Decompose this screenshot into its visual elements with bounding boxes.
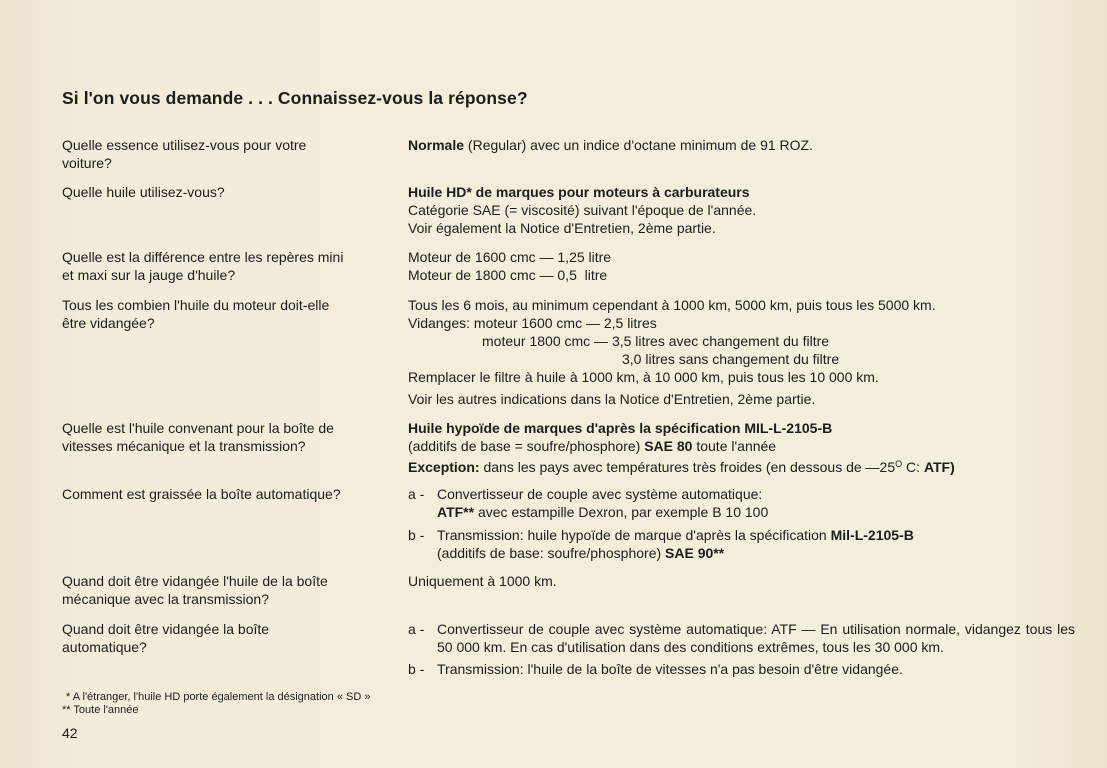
question-gearbox-oil: Quelle est l'huile convenant pour la boîte de vitesses mécanique et la transmission? <box>62 420 334 454</box>
list-item: a - Convertisseur de couple avec système automatique: ATF** avec estampille Dexron, par exemple B 10 100 <box>408 486 769 520</box>
answer-gearbox-drain: Uniquement à 1000 km. <box>408 573 557 589</box>
question-auto-lubrication: Comment est graissée la boîte automatique? <box>62 486 341 502</box>
list-item: b - Transmission: huile hypoïde de marque d'après la spécification Mil-L-2105-B (additifs de base: soufre/phosphore) SAE 90** <box>408 527 914 561</box>
answer-auto-lubrication <box>408 485 1078 562</box>
question-oil-change: Tous les combien l'huile du moteur doit-elle être vidangée? <box>62 297 330 331</box>
list-item: b - Transmission: l'huile de la boîte de vitesses n'a pas besoin d'être vidangée. <box>408 661 903 677</box>
answer-oil-change: Tous les 6 mois, au minimum cependant à 1000 km, 5000 km, puis tous les 5000 km. Vidanges: moteur 1600 cmc — 2,5 litres moteur 1800 cmc — 3,5 litres avec changement du filtre 3,0 litres sans changement du filtre Remplacer le filtre à huile à 1000 km, à 10 000 km, puis tous les 10 000 km. Voir les autres indications dans la Notice d'Entretien, 2ème partie. <box>408 297 936 407</box>
question-dipstick: Quelle est la différence entre les repères mini et maxi sur la jauge d'huile? <box>62 249 344 283</box>
answer-oil: Huile HD* de marques pour moteurs à carburateurs Catégorie SAE (= viscosité) suivant l'époque de l'année. Voir également la Notice d'Entretien, 2ème partie. <box>408 184 757 236</box>
answer-fuel: Normale (Regular) avec un indice d'octane minimum de 91 ROZ. <box>408 137 813 153</box>
question-auto-drain: Quand doit être vidangée la boîte automatique? <box>62 621 270 655</box>
question-gearbox-drain: Quand doit être vidangée l'huile de la boîte mécanique avec la transmission? <box>62 573 328 607</box>
question-fuel: Quelle essence utilisez-vous pour votre voiture? <box>62 137 307 171</box>
footnote-hd: * A l'étranger, l'huile HD porte également la désignation « SD » <box>66 691 371 703</box>
page-title: Si l'on vous demande . . . Connaissez-vous la réponse? <box>62 88 528 108</box>
question-oil: Quelle huile utilisez-vous? <box>62 184 225 200</box>
page-number: 42 <box>62 725 78 741</box>
answer-auto-drain <box>408 620 1075 678</box>
list-item: a - Convertisseur de couple avec système automatique: ATF — En utilisation normale, vidangez tous les 50 000 km. En cas d'utilisation dans des conditions extrêmes, tous les 30 000 km. <box>408 621 1075 655</box>
footnote-year: ** Toute l'année <box>62 704 139 716</box>
answer-dipstick: Moteur de 1600 cmc — 1,25 litre Moteur de 1800 cmc — 0,5 litre <box>408 249 612 283</box>
answer-gearbox-oil: Huile hypoïde de marques d'après la spécification MIL-L-2105-B (additifs de base = soufre/phosphore) SAE 80 toute l'année Exception: dans les pays avec températures très froides (en dessous de $—25^O$ C: ATF) <box>408 420 955 475</box>
